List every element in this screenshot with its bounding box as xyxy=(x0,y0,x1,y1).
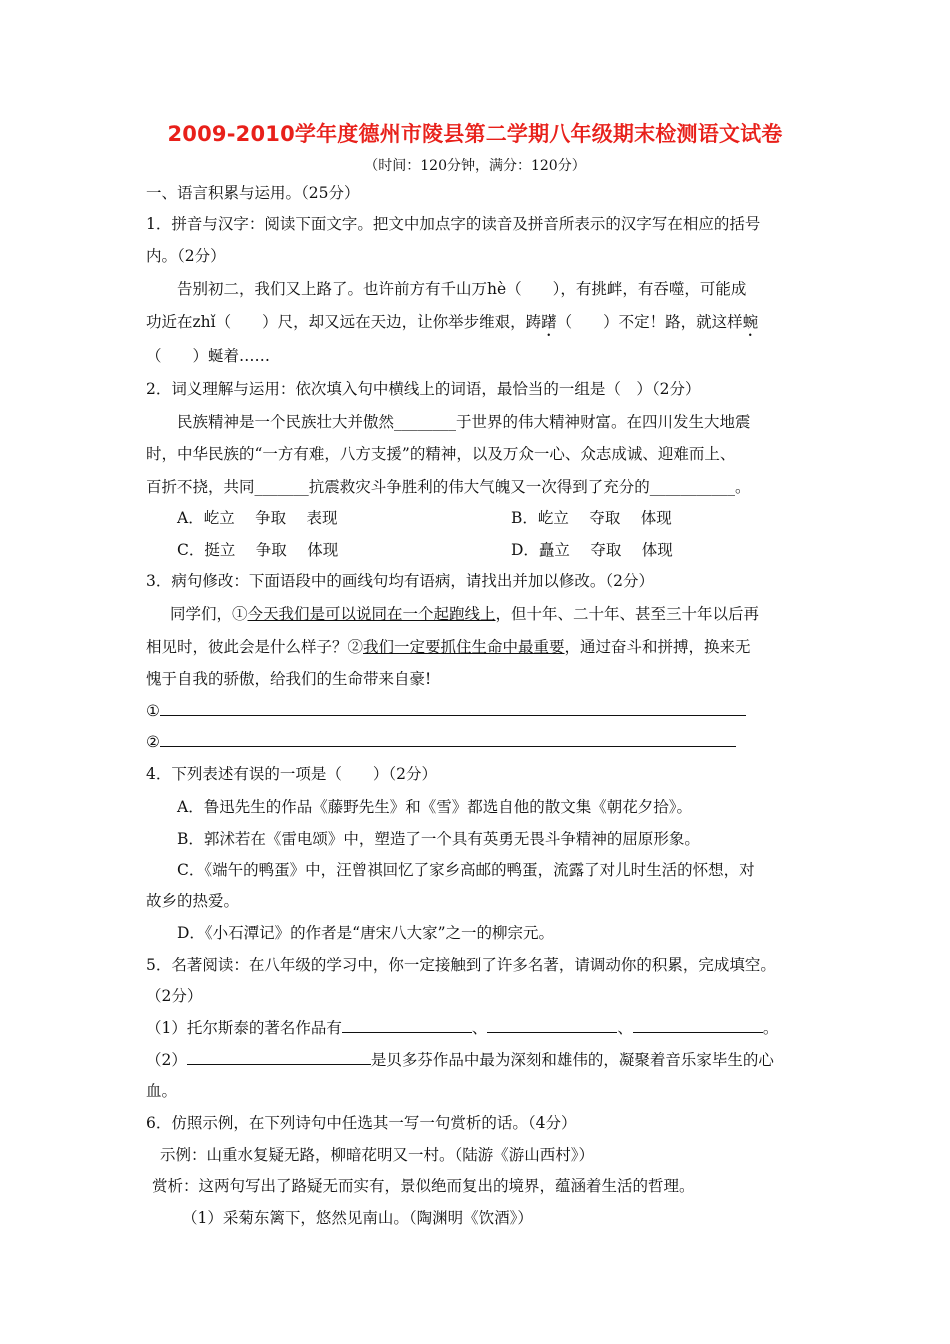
q4-option-c: C．《端午的鸭蛋》中，汪曾祺回忆了家乡高邮的鸭蛋，流露了对儿时生活的怀想，对 xyxy=(177,861,755,879)
answer-marker: ① xyxy=(146,702,160,720)
q2-option-a: A．屹立 争取 表现 xyxy=(177,509,338,527)
text-span: （2） xyxy=(146,1051,187,1069)
answer-line-2[interactable] xyxy=(146,731,736,753)
text-span: （ ）不定！路，就这样 xyxy=(556,313,743,331)
q2-option-d: D．矗立 夺取 体现 xyxy=(511,541,673,559)
text-span: （1）托尔斯泰的著名作品有 xyxy=(146,1019,342,1037)
dotted-char: 蜿 xyxy=(742,313,759,331)
q4-option-a: A．鲁迅先生的作品《藤野先生》和《雪》都选自他的散文集《朝花夕拾》。 xyxy=(177,798,692,816)
text-span: 。 xyxy=(762,1019,779,1037)
underlined-sentence: 我们一定要抓住生命中最重要 xyxy=(363,638,565,656)
q2-passage-line: 百折不挠，共同_______抗震救灾斗争胜利的伟大气魄又一次得到了充分的___________。 xyxy=(146,478,751,496)
answer-line-1[interactable] xyxy=(146,700,746,722)
q6-analysis: 赏析：这两句写出了路疑无而实有，景似绝而复出的境界，蕴涵着生活的哲理。 xyxy=(152,1177,695,1195)
q4-option-d: D．《小石潭记》的作者是“唐宋八大家”之一的柳宗元。 xyxy=(177,924,555,942)
separator: 、 xyxy=(617,1019,633,1037)
answer-blank[interactable] xyxy=(633,1018,763,1033)
section-heading: 一、语言积累与运用。（25分） xyxy=(146,184,360,202)
q5-prompt: 5．名著阅读：在八年级的学习中，你一定接触到了许多名著，请调动你的积累，完成填空。 xyxy=(146,956,776,974)
q3-prompt: 3．病句修改：下面语段中的画线句均有语病，请找出并加以修改。（2分） xyxy=(146,572,654,590)
q4-option-b: B．郭沭若在《雷电颂》中，塑造了一个具有英勇无畏斗争精神的屈原形象。 xyxy=(177,830,700,848)
page-subtitle: （时间：120分钟，满分：120分） xyxy=(364,158,586,174)
q5-item-2 xyxy=(146,1049,774,1071)
q2-passage-line: 时，中华民族的“一方有难，八方支援”的精神，以及万众一心、众志成诚、迎难而上、 xyxy=(146,445,736,463)
answer-blank[interactable] xyxy=(160,732,736,747)
q1-passage-line: （ ）蜒着…… xyxy=(146,347,271,365)
q1-passage-line: 告别初二，我们又上路了。也许前方有千山万hè（ ），有挑衅，有吞噬，可能成 xyxy=(177,280,747,298)
q2-passage-line: 民族精神是一个民族壮大并傲然________于世界的伟大精神财富。在四川发生大地震 xyxy=(177,413,751,431)
text-span: ，通过奋斗和拼搏，换来无 xyxy=(564,638,751,656)
q1-prompt: 1．拼音与汉字：阅读下面文字。把文中加点字的读音及拼音所表示的汉字写在相应的括号 xyxy=(146,215,761,233)
q2-option-b: B．屹立 夺取 体现 xyxy=(511,509,672,527)
q6-item-1: （1）采菊东篱下，悠然见南山。（陶渊明《饮酒》） xyxy=(182,1209,533,1227)
q3-passage-line: 愧于自我的骄傲，给我们的生命带来自豪! xyxy=(146,670,432,688)
text-span: 功近在zhǐ（ ）尺，却又远在天边，让你举步维艰，踌 xyxy=(146,313,542,331)
text-span: 是贝多芬作品中最为深刻和雄伟的，凝聚着音乐家毕生的心 xyxy=(370,1051,774,1069)
q4-prompt: 4．下列表述有误的一项是（ ）（2分） xyxy=(146,765,437,783)
dotted-char: 躇 xyxy=(541,313,557,331)
q5-prompt-cont: （2分） xyxy=(146,987,203,1005)
q2-option-c: C．挺立 争取 体现 xyxy=(177,541,339,559)
text-span: 同学们，① xyxy=(170,605,248,623)
underlined-sentence: 今天我们是可以说同在一个起跑线上 xyxy=(247,605,496,623)
separator: 、 xyxy=(471,1019,488,1037)
answer-blank[interactable] xyxy=(342,1018,472,1033)
q3-passage-line xyxy=(170,603,759,625)
answer-blank[interactable] xyxy=(487,1018,617,1033)
q1-passage-line xyxy=(146,311,758,340)
text-span: ，但十年、二十年、甚至三十年以后再 xyxy=(495,605,760,623)
answer-blank[interactable] xyxy=(187,1050,371,1065)
answer-marker: ② xyxy=(146,733,160,751)
page-title: 2009-2010学年度德州市陵县第二学期八年级期末检测语文试卷 xyxy=(167,122,783,146)
q5-item-1 xyxy=(146,1017,778,1039)
q6-prompt: 6．仿照示例，在下列诗句中任选其一写一句赏析的话。（4分） xyxy=(146,1114,577,1132)
q3-passage-line xyxy=(146,636,751,658)
q2-prompt: 2．词义理解与运用：依次填入句中横线上的词语，最恰当的一组是（ ）（2分） xyxy=(146,380,701,398)
q1-prompt-cont: 内。（2分） xyxy=(146,247,226,265)
answer-blank[interactable] xyxy=(160,701,746,716)
q5-item-2-cont: 血。 xyxy=(146,1082,178,1100)
q4-option-c-cont: 故乡的热爱。 xyxy=(146,892,240,910)
text-span: 相见时，彼此会是什么样子？② xyxy=(146,638,364,656)
q6-example: 示例：山重水复疑无路，柳暗花明又一村。（陆游《游山西村》） xyxy=(160,1146,595,1164)
